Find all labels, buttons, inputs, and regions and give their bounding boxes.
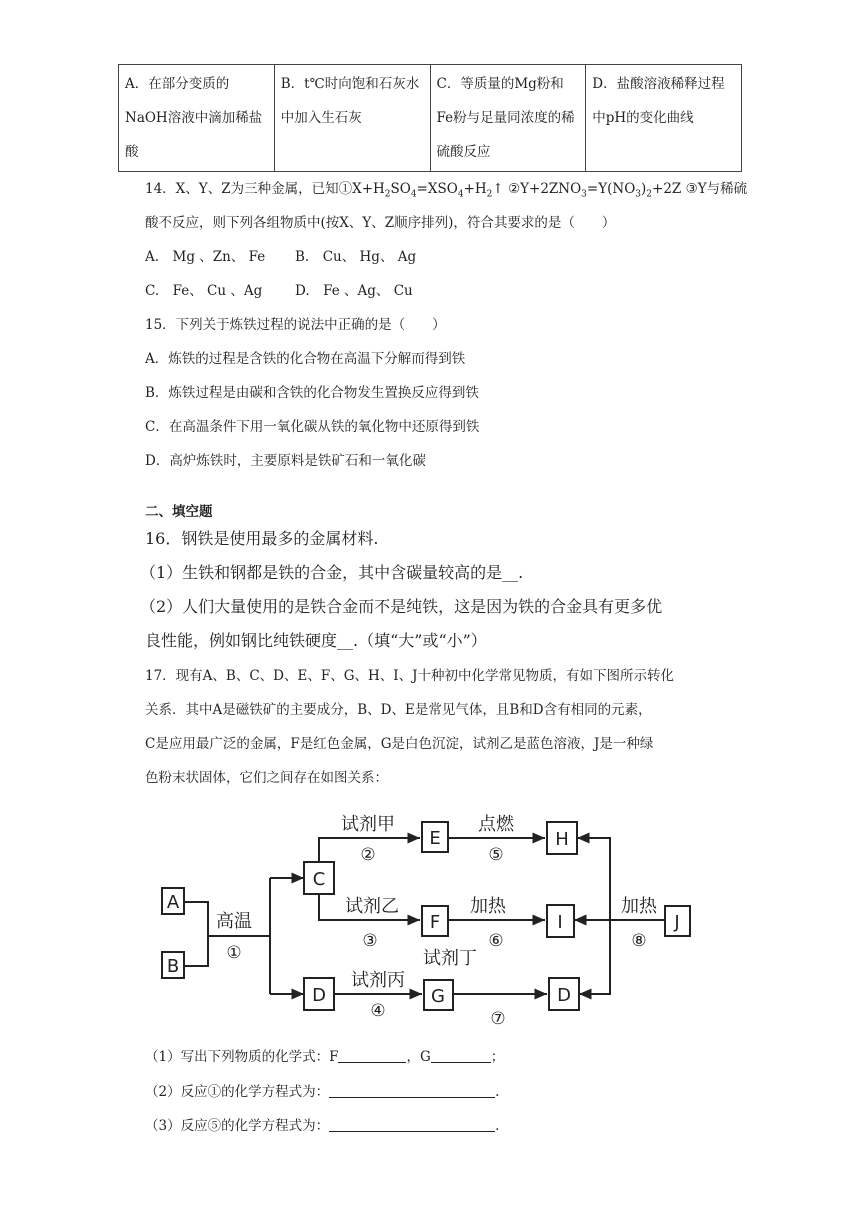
label-jiare1: 加热	[470, 896, 506, 917]
label-n4: ④	[370, 1001, 386, 1021]
label-n2: ②	[360, 845, 376, 865]
label-n1: ①	[226, 943, 242, 963]
label-d2: D	[557, 985, 571, 1006]
q17-line2: 关系．其中A是磁铁矿的主要成分，B、D、E是常见气体，且B和D含有相同的元素，	[145, 702, 652, 718]
q14-line2: 酸不反应，则下列各组物质中(按X、Y、Z顺序排列)，符合其要求的是（ ）	[145, 215, 616, 231]
label-g: G	[431, 986, 445, 1007]
answer-blank-f[interactable]	[338, 1048, 406, 1063]
q14-option-d: D. Fe 、Ag、 Cu	[295, 283, 413, 299]
label-shijiding: 试剂丁	[423, 948, 477, 969]
option-c-cell: C．等质量的Mg粉和Fe粉与足量同浓度的稀硫酸反应	[430, 65, 586, 172]
ab-bracket-line	[184, 902, 208, 966]
arrow-j-to-h	[577, 838, 610, 920]
option-d-cell: D．盐酸溶液稀释过程中pH的变化曲线	[586, 65, 742, 172]
label-n7: ⑦	[490, 1009, 506, 1029]
label-f: F	[429, 912, 441, 933]
option-b-cell: B．t℃时向饱和石灰水中加入生石灰	[274, 65, 430, 172]
q15-option-a: A．炼铁的过程是含铁的化合物在高温下分解而得到铁	[145, 351, 466, 367]
label-gaowen: 高温	[216, 911, 252, 932]
label-n8: ⑧	[631, 931, 647, 951]
q16-stem: 16．钢铁是使用最多的金属材料.	[145, 529, 379, 548]
answer-options-table	[118, 64, 742, 172]
label-n5: ⑤	[488, 845, 504, 865]
q17-line4: 色粉末状固体，它们之间存在如图关系：	[145, 770, 388, 786]
label-shijibing: 试剂丙	[351, 970, 405, 991]
answer-blank-eq5[interactable]	[329, 1117, 495, 1132]
label-a: A	[166, 892, 180, 913]
label-c: C	[312, 869, 326, 890]
q17-sub3: （3）反应⑤的化学方程式为： .	[145, 1118, 500, 1134]
q16-part1: （1）生铁和钢都是铁的合金，其中含碳量较高的是__.	[140, 563, 524, 582]
answer-blank-g[interactable]	[431, 1048, 491, 1063]
label-e: E	[429, 828, 441, 849]
label-b: B	[166, 956, 180, 977]
q14-line1: 14．X、Y、Z为三种金属，已知$①X+H_2SO_4=XSO_4+H_2↑$ $②Y+2ZNO_3=Y(NO_3)_2+2Z$ ③Y与稀硫	[145, 181, 748, 200]
q16-part2-line2: 良性能，例如钢比纯铁硬度__.（填“大”或“小”）	[145, 631, 487, 650]
q15-option-b: B．炼铁过程是由碳和含铁的化合物发生置换反应得到铁	[145, 385, 479, 401]
q15-stem: 15．下列关于炼铁过程的说法中正确的是（ ）	[145, 317, 446, 333]
label-j: J	[674, 912, 680, 933]
q17-line3: C是应用最广泛的金属，F是红色金属，G是白色沉淀，试剂乙是蓝色溶液，J是一种绿	[145, 736, 654, 752]
q14-option-b: B. Cu、 Hg、 Ag	[295, 249, 417, 265]
option-a-cell: A．在部分变质的NaOH溶液中滴加稀盐酸	[119, 65, 275, 172]
section-heading: 二、填空题	[145, 504, 213, 520]
q16-part2-line1: （2）人们大量使用的是铁合金而不是纯铁，这是因为铁的合金具有更多优	[140, 597, 663, 616]
q14-option-c: C. Fe、 Cu 、Ag	[145, 283, 263, 299]
q14-option-a: A. Mg 、Zn、 Fe	[145, 249, 266, 265]
label-h: H	[555, 829, 569, 850]
label-n3: ③	[362, 931, 378, 951]
answer-blank-eq1[interactable]	[329, 1083, 495, 1098]
label-i: I	[557, 912, 563, 933]
label-shijijia: 试剂甲	[341, 814, 395, 835]
q15-option-d: D．高炉炼铁时，主要原料是铁矿石和一氧化碳	[145, 453, 426, 469]
label-jiare2: 加热	[621, 896, 657, 917]
q15-option-c: C．在高温条件下用一氧化碳从铁的氧化物中还原得到铁	[145, 419, 480, 435]
label-d: D	[312, 985, 326, 1006]
arrow-j-to-d	[579, 920, 610, 994]
label-n6: ⑥	[488, 931, 504, 951]
q17-sub1: （1）写出下列物质的化学式：F ，G ；	[145, 1049, 505, 1065]
reaction-flow-diagram	[150, 800, 710, 1030]
q17-line1: 17．现有A、B、C、D、E、F、G、H、I、J十种初中化学常见物质，有如下图所示转化	[145, 668, 675, 684]
table-row	[119, 65, 742, 172]
label-dianran: 点燃	[478, 814, 514, 835]
q17-sub2: （2）反应①的化学方程式为： .	[145, 1084, 500, 1100]
label-shijiyi: 试剂乙	[345, 896, 399, 917]
